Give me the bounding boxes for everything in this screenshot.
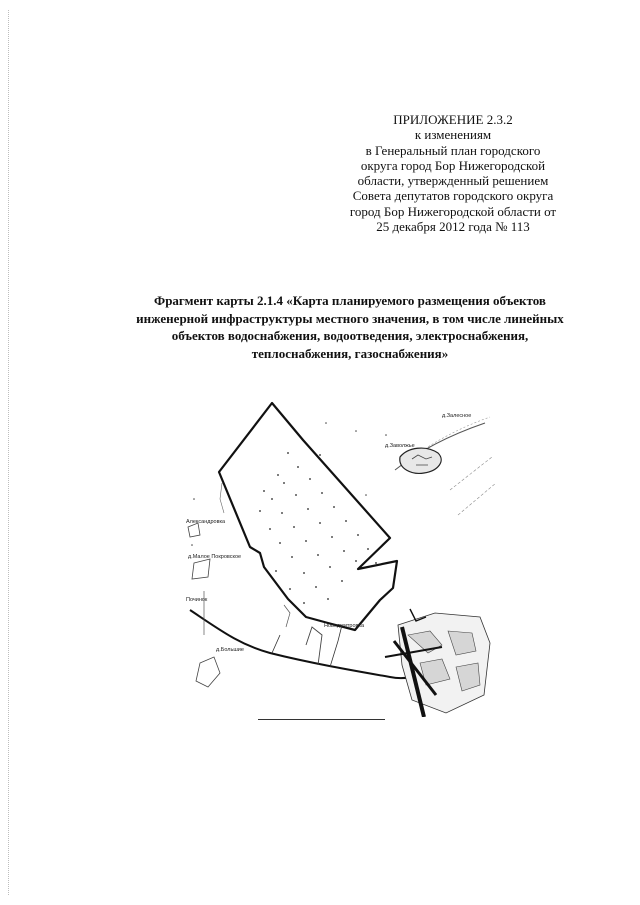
appendix-line: округа город Бор Нижегородской <box>360 157 546 173</box>
map-svg <box>180 395 502 717</box>
label-aleksandrovka: Александровка <box>186 519 226 525</box>
label-pochinok: Починок <box>186 597 208 603</box>
scan-edge-dotted-line <box>8 10 9 895</box>
label-zalesnoe: д.Залесное <box>442 413 472 419</box>
appendix-line: в Генеральный план городского <box>365 142 541 158</box>
settlement-outline <box>196 657 220 687</box>
creek-line <box>306 627 322 665</box>
title-line: теплоснабжения, газоснабжения» <box>251 345 449 361</box>
title-line: объектов водоснабжения, водоотведения, электроснабжения, <box>171 328 529 343</box>
small-path <box>284 605 290 627</box>
label-malye-pokrovskoe: д.Малое Покровское <box>188 554 242 560</box>
title-line: Фрагмент карты 2.1.4 «Карта планируемого размещения объектов <box>154 293 546 308</box>
appendix-header <box>318 112 588 234</box>
map-fragment <box>180 395 502 717</box>
scatter-dots <box>191 422 387 546</box>
label-bolshie: д.Большие <box>216 647 244 653</box>
appendix-line: Совета депутатов городского округа <box>352 188 554 204</box>
label-novodmitrovka: Новодмитровка <box>324 623 365 629</box>
appendix-line: к изменениям <box>414 127 492 143</box>
settlement-outline <box>188 523 200 537</box>
island-shape <box>400 448 441 473</box>
planning-boundary <box>219 403 397 630</box>
closing-rule <box>258 719 385 720</box>
forest-dots <box>259 452 377 604</box>
appendix-line: ПРИЛОЖЕНИЕ 2.3.2 <box>393 112 513 127</box>
appendix-line: город Бор Нижегородской области от <box>349 203 557 219</box>
settlement-outline <box>192 559 210 579</box>
appendix-line: 25 декабря 2012 года № 113 <box>376 219 530 235</box>
small-path <box>220 483 224 513</box>
title-line: инженерной инфраструктуры местного значения, в том числе линейных <box>136 310 564 326</box>
map-fragment-title <box>100 292 600 362</box>
dashed-road <box>450 457 492 490</box>
dashed-road <box>458 483 496 515</box>
appendix-line: области, утвержденный решением <box>357 173 549 189</box>
label-zavolzhe: д.Заволжье <box>385 443 415 449</box>
